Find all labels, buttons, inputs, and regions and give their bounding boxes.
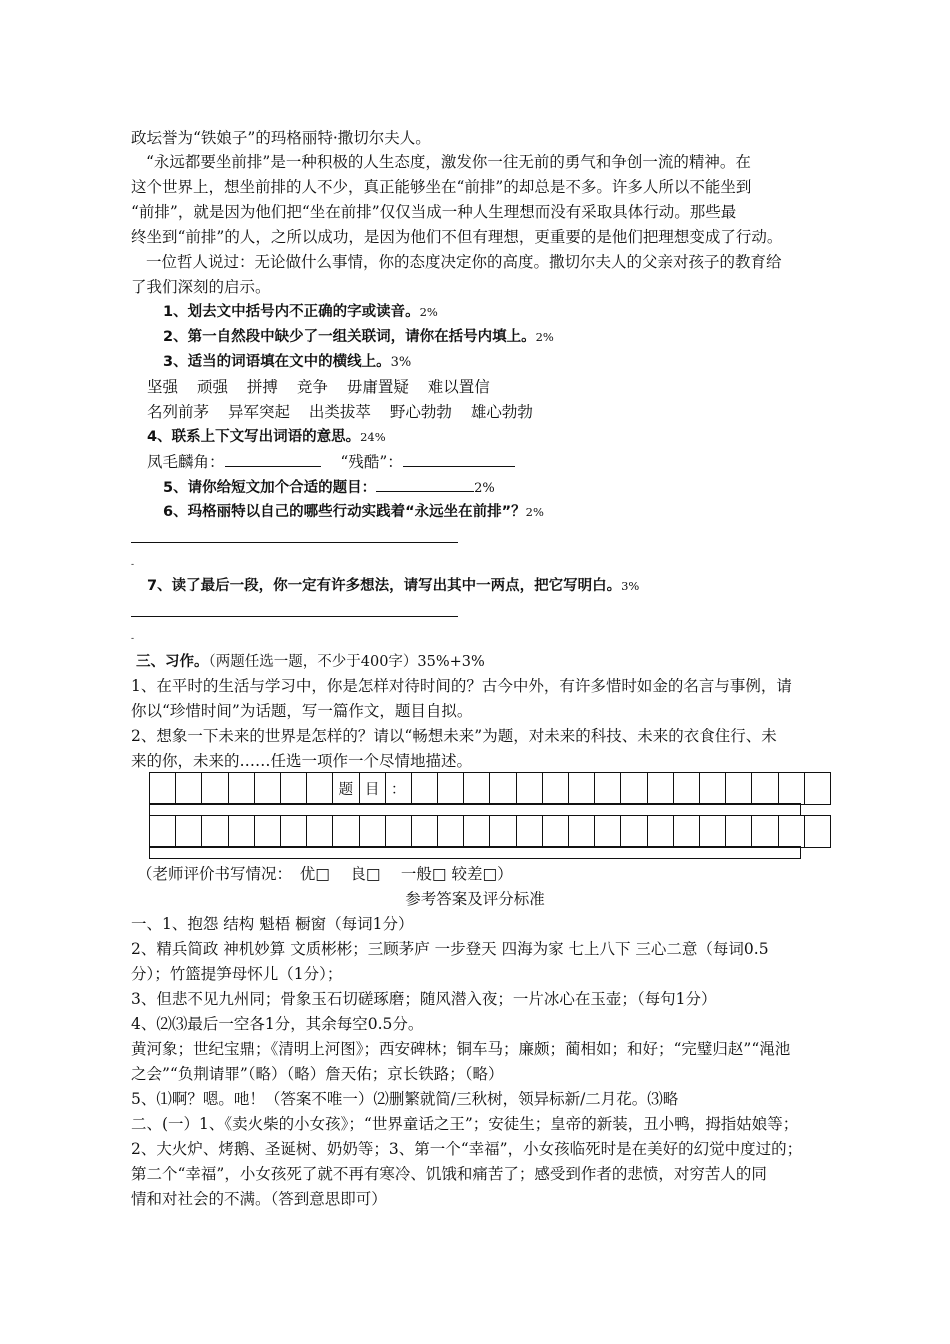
- grid-cell[interactable]: [438, 816, 464, 848]
- grid-cell[interactable]: [333, 816, 359, 848]
- answer-line[interactable]: [131, 542, 458, 543]
- grid-cell[interactable]: [202, 816, 228, 848]
- grid-cell[interactable]: [464, 816, 490, 848]
- grid-cell[interactable]: [595, 816, 621, 848]
- grid-cell[interactable]: [280, 773, 306, 805]
- grid-cell[interactable]: [228, 773, 254, 805]
- passage-line: 政坛誉为“铁娘子”的玛格丽特·撒切尔夫人。: [131, 129, 431, 147]
- grid-cell[interactable]: [516, 816, 542, 848]
- grid-cell[interactable]: [752, 816, 778, 848]
- grid-cell[interactable]: [176, 773, 202, 805]
- topic-1-line: 你以“珍惜时间”为话题，写一篇作文，题目自拟。: [131, 702, 473, 720]
- question-5: 5、请你给短文加个合适的题目： 2%: [163, 477, 495, 499]
- answer-line[interactable]: [131, 616, 458, 617]
- passage-line: 一位哲人说过：无论做什么事情，你的态度决定你的高度。撒切尔夫人的父亲对孩子的教育给: [146, 253, 782, 271]
- topic-2-line: 2、想象一下未来的世界是怎样的？请以“畅想未来”为题，对未来的科技、未来的衣食住行、未: [131, 727, 777, 745]
- answer-line-text: 3、但悲不见九州同；骨象玉石切磋琢磨；随风潜入夜；一片冰心在玉壶；（每句1分）: [131, 990, 717, 1008]
- grid-cell[interactable]: [228, 816, 254, 848]
- grid-cell[interactable]: [542, 773, 568, 805]
- answer-blank[interactable]: [376, 477, 474, 492]
- topic-1-line: 1、在平时的生活与学习中，你是怎样对待时间的？古今中外，有许多惜时如金的名言与事例，请: [131, 677, 792, 695]
- grid-cell[interactable]: [778, 816, 804, 848]
- grid-cell: 目: [359, 773, 385, 805]
- grid-cell[interactable]: [726, 816, 752, 848]
- answer-line-text: 2、大火炉、烤鹅、圣诞树、奶奶等；3、第一个“幸福”，小女孩临死时是在美好的幻觉中度过的；: [131, 1140, 803, 1158]
- tick-mark: -: [131, 634, 135, 644]
- word-bank-row-2: 名列前茅 异军突起 出类拔萃 野心勃勃 雄心勃勃: [147, 403, 533, 421]
- grid-cell[interactable]: [307, 816, 333, 848]
- answer-line-text: 情和对社会的不满。（答到意思即可）: [131, 1190, 387, 1208]
- grid-cell: 题: [333, 773, 359, 805]
- question-2: 2、第一自然段中缺少了一组关联词，请你在括号内填上。2%: [163, 329, 554, 345]
- composition-heading: 三、习作。（两题任选一题，不少于400字）35%+3%: [136, 654, 485, 670]
- answer-line-text: 2、精兵简政 神机妙算 文质彬彬；三顾茅庐 一步登天 四海为家 七上八下 三心二意（每词0.5: [131, 940, 769, 958]
- grid-cell[interactable]: [411, 773, 437, 805]
- grid-cell[interactable]: [150, 816, 176, 848]
- question-3: 3、适当的词语填在文中的横线上。3%: [163, 354, 412, 370]
- grid-cell[interactable]: [359, 816, 385, 848]
- answers-title: 参考答案及评分标准: [405, 890, 545, 908]
- grid-cell[interactable]: [438, 773, 464, 805]
- question-4: 4、联系上下文写出词语的意思。24%: [147, 429, 386, 445]
- grid-cell[interactable]: [490, 773, 516, 805]
- grid-cell[interactable]: [699, 816, 725, 848]
- topic-2-line: 来的你，未来的……任选一项作一个尽情地描述。: [131, 752, 473, 770]
- grid-cell[interactable]: [621, 773, 647, 805]
- answer-line-text: 第二个“幸福”，小女孩死了就不再有寒冷、饥饿和痛苦了；感受到作者的悲愤，对穷苦人的同: [131, 1165, 767, 1183]
- word-bank-row-1: 坚强 顽强 拼搏 竞争 毋庸置疑 难以置信: [147, 378, 490, 396]
- passage-line: “前排”，就是因为他们把“坐在前排”仅仅当成一种人生理想而没有采取具体行动。那些最: [131, 203, 737, 221]
- grid-cell[interactable]: [569, 773, 595, 805]
- grid-cell[interactable]: [280, 816, 306, 848]
- grid-cell[interactable]: [673, 773, 699, 805]
- grid-cell[interactable]: [804, 773, 830, 805]
- grid-cell[interactable]: [411, 816, 437, 848]
- grid-cell[interactable]: [699, 773, 725, 805]
- teacher-evaluation: （老师评价书写情况： 优□ 良□ 一般□ 较差□）: [137, 865, 513, 883]
- question-1: 1、划去文中括号内不正确的字或读音。2%: [163, 304, 438, 320]
- grid-cell[interactable]: [490, 816, 516, 848]
- grid-cell[interactable]: [254, 816, 280, 848]
- answer-blank[interactable]: [225, 452, 321, 467]
- passage-line: 了我们深刻的启示。: [131, 278, 271, 296]
- grid-cell[interactable]: [752, 773, 778, 805]
- tick-mark: -: [131, 560, 135, 570]
- answer-line-text: 之会”“负荆请罪”（略）（略）詹天佑；京长铁路；（略）: [131, 1065, 504, 1083]
- passage-line: “永远都要坐前排”是一种积极的人生态度，激发你一往无前的勇气和争创一流的精神。在: [146, 153, 751, 171]
- grid-cell[interactable]: [254, 773, 280, 805]
- grid-cell[interactable]: [778, 773, 804, 805]
- answer-line-text: 黄河象；世纪宝鼎；《清明上河图》；西安碑林；铜车马；廉颇；蔺相如；和好；“完璧归赵”“渑池: [131, 1040, 791, 1058]
- question-4-answers: 凤毛麟角： “残酷”：: [147, 452, 515, 472]
- grid-cell[interactable]: [595, 773, 621, 805]
- answer-blank[interactable]: [403, 452, 515, 467]
- grid-cell[interactable]: [804, 816, 830, 848]
- answer-line-text: 分）；竹篮提笋母怀儿（1分）；: [131, 965, 343, 983]
- passage-line: 终坐到“前排”的人，之所以成功，是因为他们不但有理想，更重要的是他们把理想变成了行动。: [131, 228, 783, 246]
- answer-line-text: 二、(一）1、《卖火柴的小女孩》；“世界童话之王”；安徒生；皇帝的新装，丑小鸭，拇指姑娘等；: [131, 1115, 799, 1133]
- grid-cell: ：: [385, 773, 411, 805]
- question-7: 7、读了最后一段，你一定有许多想法，请写出其中一两点，把它写明白。3%: [147, 578, 640, 594]
- grid-spacer: [149, 846, 801, 859]
- passage-line: 这个世界上，想坐前排的人不少，真正能够坐在“前排”的却总是不多。许多人所以不能坐到: [131, 178, 752, 196]
- grid-cell[interactable]: [569, 816, 595, 848]
- grid-cell[interactable]: [464, 773, 490, 805]
- grid-cell[interactable]: [307, 773, 333, 805]
- grid-cell[interactable]: [726, 773, 752, 805]
- grid-cell[interactable]: [202, 773, 228, 805]
- grid-cell[interactable]: [176, 816, 202, 848]
- grid-cell[interactable]: [673, 816, 699, 848]
- answer-line-text: 5、⑴啊？嗯。吔！（答案不唯一）⑵删繁就简/三秋树，领异标新/二月花。⑶略: [131, 1090, 679, 1108]
- answer-line-text: 4、⑵⑶最后一空各1分，其余每空0.5分。: [131, 1015, 424, 1033]
- writing-grid-row-title: [149, 772, 831, 805]
- grid-cell[interactable]: [621, 816, 647, 848]
- grid-cell[interactable]: [516, 773, 542, 805]
- grid-cell[interactable]: [150, 773, 176, 805]
- grid-cell[interactable]: [542, 816, 568, 848]
- writing-grid-row: [149, 815, 831, 848]
- grid-cell[interactable]: [647, 773, 673, 805]
- question-6: 6、玛格丽特以自己的哪些行动实践着“永远坐在前排”？2%: [163, 504, 544, 520]
- answer-line-text: 一、1、抱怨 结构 魁梧 橱窗（每词1分）: [131, 915, 414, 933]
- grid-cell[interactable]: [385, 816, 411, 848]
- grid-cell[interactable]: [647, 816, 673, 848]
